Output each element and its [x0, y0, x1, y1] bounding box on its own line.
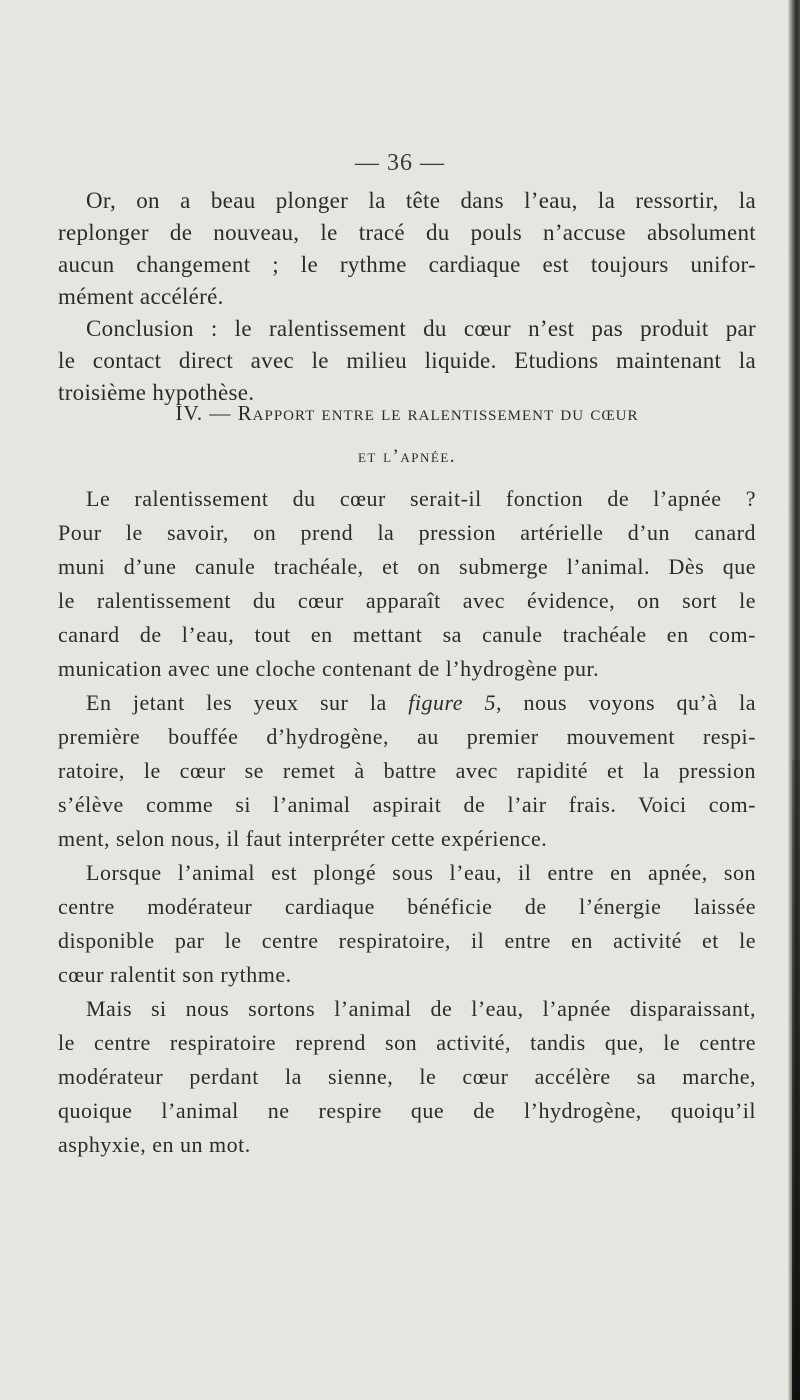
text-line: cœur ralentit son rythme. [58, 962, 292, 987]
text-line: mément accéléré. [58, 284, 224, 309]
text-line: Pour le savoir, on prend la pression artérielle d’un canard [58, 520, 756, 545]
text-line: ment, selon nous, il faut interpréter cette expérience. [58, 826, 548, 851]
section-dash: — [209, 401, 232, 425]
page-number: — 36 — [355, 150, 445, 176]
figure-reference: figure 5 [408, 690, 496, 715]
text-line: disponible par le centre respiratoire, il entre en activité et le [58, 928, 756, 953]
text-line [58, 686, 756, 720]
text-line: Or, on a beau plonger la tête dans l’eau, la ressortir, la [86, 188, 756, 213]
text-line: replonger de nouveau, le tracé du pouls n’accuse absolument [58, 220, 756, 245]
text-line: Le ralentissement du cœur serait-il fonction de l’apnée ? [86, 486, 756, 511]
text-line: modérateur perdant la sienne, le cœur accélère sa marche, [58, 1064, 756, 1089]
text-line: Lorsque l’animal est plongé sous l’eau, il entre en apnée, son [86, 860, 756, 885]
text-line: le contact direct avec le milieu liquide. Etudions maintenant la [58, 348, 756, 373]
paragraph [58, 992, 756, 1162]
section-title-line-2: et l’apnée. [357, 446, 457, 467]
text-line: troisième hypothèse. [58, 380, 255, 405]
text-line: asphyxie, en un mot. [58, 1132, 251, 1157]
text-line: munication avec une cloche contenant de l’hydrogène pur. [58, 656, 600, 681]
text-fragment: En jetant les yeux sur la [86, 690, 387, 715]
text-line: quoique l’animal ne respire que de l’hydrogène, quoiqu’il [58, 1098, 756, 1123]
section-heading [58, 396, 756, 474]
text-line: première bouffée d’hydrogène, au premier mouvement respi- [58, 724, 756, 749]
text-fragment: , nous voyons qu’à la [495, 690, 757, 715]
text-line: muni d’une canule trachéale, et on submerge l’animal. Dès que [58, 554, 756, 579]
paragraph [58, 686, 756, 856]
text-line: centre modérateur cardiaque bénéficie de l’énergie laissée [58, 894, 756, 919]
text-line: le ralentissement du cœur apparaît avec évidence, on sort le [58, 588, 756, 613]
text-line: s’élève comme si l’animal aspirait de l’air frais. Voici com- [58, 792, 756, 817]
top-text [58, 185, 756, 409]
text-line: Conclusion : le ralentissement du cœur n’est pas produit par [86, 316, 756, 341]
binding-shadow [792, 760, 800, 1400]
text-line: le centre respiratoire reprend son activité, tandis que, le centre [58, 1030, 756, 1055]
text-line: canard de l’eau, tout en mettant sa canule trachéale en com- [58, 622, 756, 647]
bottom-text [58, 482, 756, 1162]
paragraph [58, 482, 756, 686]
paragraph [58, 313, 756, 409]
text-line: ratoire, le cœur se remet à battre avec rapidité et la pression [58, 758, 756, 783]
section-numeral: IV. [175, 401, 204, 425]
text-line: aucun changement ; le rythme cardiaque est toujours unifor- [58, 252, 756, 277]
text-line: Mais si nous sortons l’animal de l’eau, l’apnée disparaissant, [86, 996, 756, 1021]
paragraph [58, 856, 756, 992]
paragraph [58, 185, 756, 313]
section-title-line-1: Rapport entre le ralentissement du cœur [237, 401, 639, 425]
